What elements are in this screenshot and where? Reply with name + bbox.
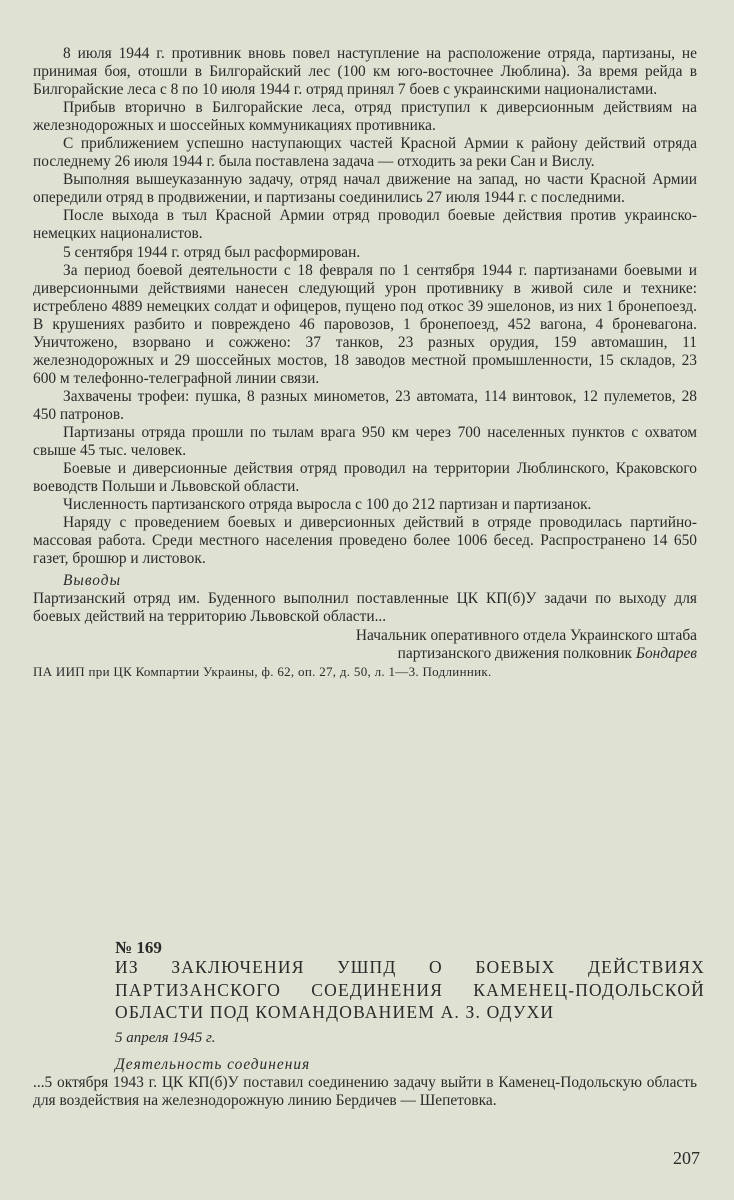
signature-line — [33, 645, 697, 663]
page-number: 207 — [673, 1148, 700, 1168]
paragraph-sabotage: Прибыв вторично в Билгорайские леса, отряд приступил к диверсионным действиям на железнодорожных и шоссейных коммуникациях противника. — [33, 99, 697, 135]
paragraph-route: Партизаны отряда прошли по тылам врага 950 км через 700 населенных пунктов с охватом свыше 45 тыс. человек. — [33, 423, 697, 460]
document-169-text: ...5 октября 1943 г. ЦК КП(б)У поставил соединению задачу выйти в Каменец-Подольскую область для воздействия на железнодорожную линию Бердичев — Шепетовка. — [33, 1074, 697, 1110]
signature-title: Начальник оперативного отдела Украинского штаба — [355, 626, 697, 644]
conclusions-heading: Выводы — [63, 572, 122, 590]
paragraph-after-exit: После выхода в тыл Красной Армии отряд проводил боевые действия против украинско-немецких националистов. — [33, 207, 697, 243]
document-169-body — [33, 1056, 697, 1110]
paragraph-disbanded: 5 сентября 1944 г. отряд был расформирован. — [63, 243, 361, 261]
paragraph-joined: Выполняя вышеуказанную задачу, отряд начал движение на запад, но части Красной Армии опередили отряд в продвижении, и партизаны соединились 27 июля 1944 г. с последними. — [33, 171, 697, 207]
document-number: № 169 — [115, 938, 162, 957]
signature-name: Бондарев — [635, 644, 697, 662]
paragraph-strength: Численность партизанского отряда выросла с 100 до 212 партизан и партизанок. — [63, 496, 592, 514]
section-heading: Деятельность соединения — [115, 1056, 311, 1073]
document-date: 5 апреля 1945 г. — [115, 1030, 216, 1046]
paragraph-damage: За период боевой деятельности с 18 февраля по 1 сентября 1944 г. партизанами боевыми и диверсионными действиями нанесен следующий урон противнику в живой силе и технике: истреблено 4889 немецких солдат и офицеров, пущено под откос 39 эшелонов, из них 1 бронепоезд. В крушениях разбито и повреждено 46 паровозов, 1 бронепоезд, 452 вагона, 4 броневагона. Уничтожено, взорвано и сожжено: 37 танков, 23 разных орудия, 159 автомашин, 11 железнодорожных и 29 шоссейных мостов, 18 заводов местной промышленности, 15 складов, 23 600 м телефонно-телеграфной линии связи. — [33, 261, 697, 387]
paragraph-red-army-approach: С приближением успешно наступающих частей Красной Армии к району действий отряда последнему 26 июля 1944 г. была поставлена задача — отходить за реки Сан и Вислу. — [33, 135, 697, 171]
paragraph-territory: Боевые и диверсионные действия отряд проводил на территории Люблинского, Краковского воеводств Польши и Львовской области. — [33, 460, 697, 496]
conclusions-text: Партизанский отряд им. Буденного выполнил поставленные ЦК КП(б)У задачи по выходу для боевых действий на территорию Львовской области... — [33, 590, 697, 626]
archive-source: ПА ИИП при ЦК Компартии Украины, ф. 62, оп. 27, д. 50, л. 1—3. Подлинник. — [33, 663, 492, 679]
document-title: ИЗ ЗАКЛЮЧЕНИЯ УШПД О БОЕВЫХ ДЕЙСТВИЯХ ПАРТИЗАНСКОГО СОЕДИНЕНИЯ КАМЕНЕЦ-ПОДОЛЬСКОЙ ОБЛАСТИ ПОД КОМАНДОВАНИЕМ А. З. ОДУХИ — [115, 957, 705, 1022]
document-168-body — [33, 45, 697, 681]
paragraph-trophies: Захвачены трофеи: пушка, 8 разных минометов, 23 автомата, 114 винтовок, 12 пулеметов, 28 450 патронов. — [33, 387, 697, 423]
paragraph-retreat: 8 июля 1944 г. противник вновь повел наступление на расположение отряда, партизаны, не принимая боя, отошли в Билгорайский лес (100 км юго-восточнее Люблина). За время рейда в Билгорайские леса с 8 по 10 июля 1944 г. отряд принял 7 боев с украинскими националистами. — [33, 45, 697, 99]
signature-rank: партизанского движения полковник — [397, 644, 633, 662]
paragraph-mass-work: Наряду с проведением боевых и диверсионных действий в отряде проводилась партийно-массовая работа. Среди местного населения проведено более 1006 бесед. Распространено 14 650 газет, брошюр и листовок. — [33, 514, 697, 568]
